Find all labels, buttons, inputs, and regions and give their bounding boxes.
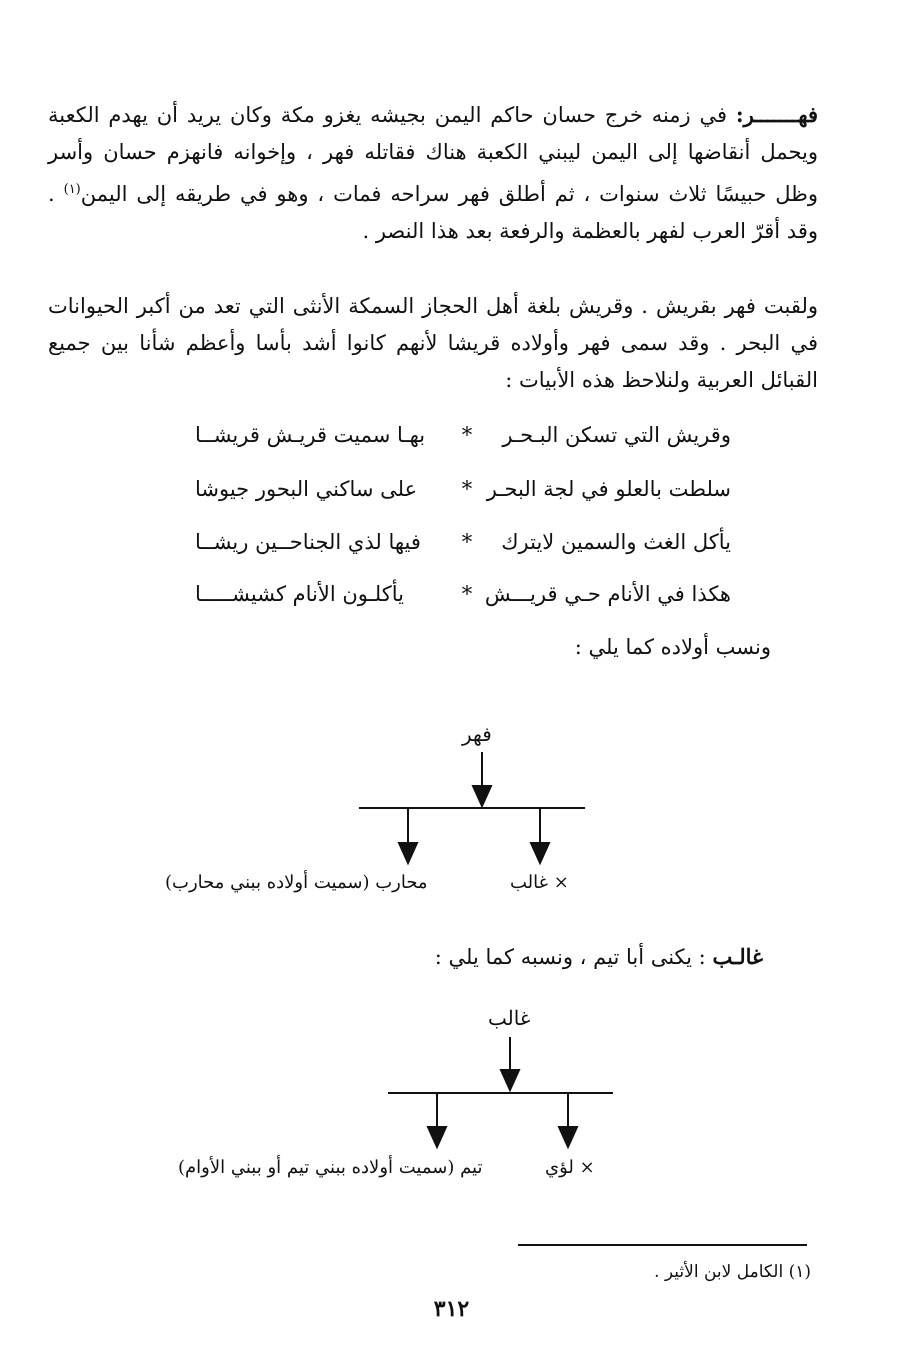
verse-4-first: هكذا في الأنام حـي قريـــش <box>484 582 731 606</box>
tree-2-root: غالب <box>488 1006 531 1030</box>
tree-2-child-luay: × لؤي <box>545 1157 595 1178</box>
verse-2-second: على ساكني البحور جيوشا <box>195 477 418 501</box>
footnote-ref: (١) <box>63 182 81 197</box>
paragraph-fahr-body: في زمنه خرج حسان حاكم اليمن بجيشه يغزو مكة وكان يريد أن يهدم الكعبة ويحمل أنقاضها إلى اليمن ليبني الكعبة هناك فقاتله فهر ، وإخوانه فانهزم حسان وأسر وظل حبيسًا ثلاث سنوات ، ثم أطلق فهر سراحه فمات ، وهو في طريقه إلى اليمن <box>48 103 818 206</box>
verse-2-first: سلطت بالعلو في لجة البحـر <box>486 477 731 501</box>
verse-1-star: * <box>461 423 473 447</box>
page-number: ٣١٢ <box>433 1296 470 1322</box>
verse-4-second: يأكلـون الأنام كشيشـــــا <box>195 582 404 606</box>
tree-1-child-muharib: محارب (سميت أولاده ببني محارب) <box>165 872 428 893</box>
verse-2-star: * <box>461 477 473 501</box>
verse-1-second: بهـا سميت قريـش قريشــا <box>195 423 426 447</box>
tree-1-root: فهر <box>462 722 492 746</box>
verse-3-star: * <box>461 530 473 554</box>
tree-1-intro: ونسب أولاده كما يلي : <box>574 635 771 659</box>
footnote-text: (١) الكامل لابن الأثير . <box>654 1262 811 1282</box>
tree-1-child-galib: × غالب <box>510 872 569 893</box>
verse-4-star: * <box>461 582 473 606</box>
footnote-rule <box>518 1244 807 1246</box>
tree-2-root-arrow <box>501 1070 519 1090</box>
verse-3-first: يأكل الغث والسمين لايترك <box>501 530 731 554</box>
galib-heading-body: : يكنى أبا تيم ، ونسبه كما يلي : <box>434 945 713 969</box>
tree-2-right-arrow <box>559 1127 577 1147</box>
verse-3-second: فيها لذي الجناحــين ريشــا <box>195 530 421 554</box>
term-galib: غالـب <box>712 944 763 969</box>
paragraph-quraysh: ولقبت فهر بقريش . وقريش بلغة أهل الحجاز السمكة الأنثى التي تعد من أكبر الحيوانات في البحر . وقد سمى فهر وأولاده قريشا لأنهم كانوا أشد بأسا وأعظم شأنا بين جميع القبائل العربية ولنلاحظ هذه الأبيات : <box>48 294 818 392</box>
term-fahr: فهـــــــر: <box>735 102 818 127</box>
tree-2-left-arrow <box>428 1127 446 1147</box>
tree-2-child-taym: تيم (سميت أولاده ببني تيم أو ببني الأوام) <box>178 1157 483 1178</box>
verse-1-first: وقريش التي تسكن البـحـر <box>502 423 731 447</box>
paragraph-fahr-tail: . وقد أقرّ العرب لفهر بالعظمة والرفعة بعد هذا النصر . <box>48 182 818 243</box>
